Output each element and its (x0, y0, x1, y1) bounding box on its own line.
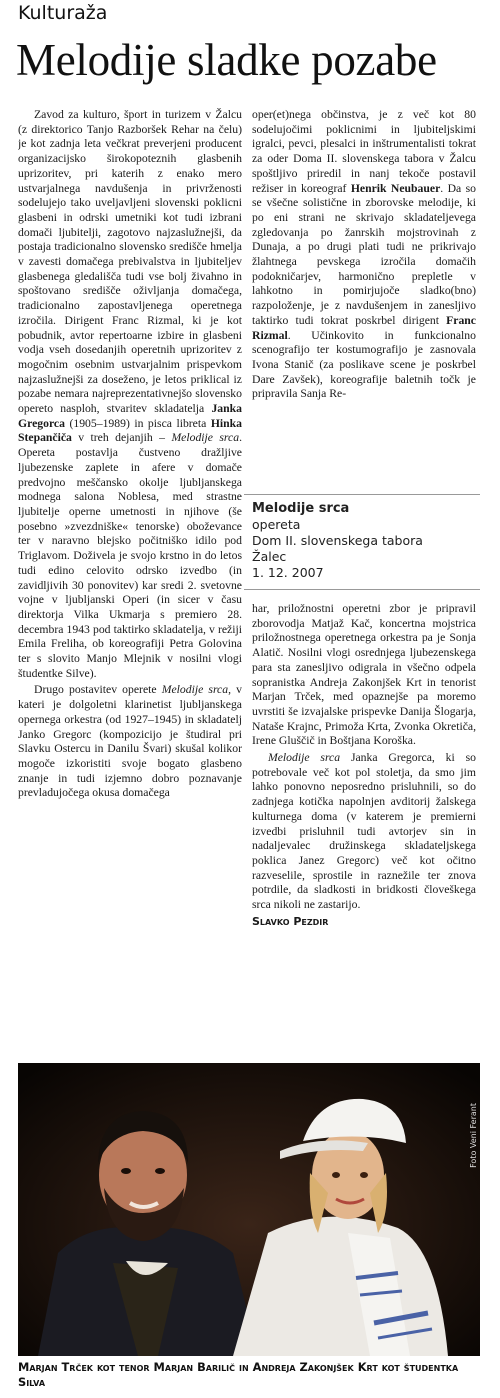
photo-caption: Marjan Trček kot tenor Marjan Barilič in Andreja Zakonjšek Krt kot študentka Silva (18, 1360, 459, 1389)
infobox-venue: Dom II. slovenskega tabora (252, 533, 423, 548)
article-paragraph: oper(et)nega občinstva, je z več kot 80 sodelujočimi poklicnimi in ljubiteljskimi igralci, pevci, plesalci in inštrumentalisti tokrat za oder Doma II. slovenskega tabora v Žalcu spoštljivo priredil in nanj tekoče postavil režiser in koreograf Henrik Neubauer. Da so se všečne solistične in zborovske melodije, ki po eni strani ne skrivajo skladateljevega zgledovanja po žanrskih mojstrovinah z Dunaja, a po drugi plati tudi ne prikrivajo žlahtnega pevskega izročila domačih podokničarjev, harmonično prepletle v lahkotno in pomirjujoče sladko(bno) razpoloženje, je z navdušenjem in zanesljivo taktirko tudi tokrat poskrbel dirigent Franc Rizmal. Učinkovito in funkcionalno scenografijo ter kostumografijo je zasnovala Ivona Stanič (za poslikave scene je poskrbel Dare Zavšek), koreografije baletnih točk je pripravila Sanja Re- (252, 108, 476, 401)
headline: Melodije sladke pozabe (16, 35, 437, 85)
infobox-town: Žalec (252, 549, 287, 564)
infobox-date: 1. 12. 2007 (252, 565, 324, 580)
operetta-title: Melodije srca (161, 683, 229, 697)
article-paragraph: har, priložnostni operetni zbor je pripravil zborovodja Matjaž Kač, koncertna mojstrica priložnostnega operetnega orkestra pa je Sonja Alatič. Nosilni vlogi osrednjega ljubezenskega para sta zanesljivo odigrala in všečno odpela sopranistka Andreja Zakonjšek Krt in tenorist Marjan Trček, med opaznejše pa moremo uvrstiti še izvajalske prispevke Danija Šlogarja, Nataše Krajnc, Primoža Krta, Zvonka Okretiča, Irene Gluščič in Boštjana Koroška. (252, 602, 476, 748)
infobox-title: Melodije srca (252, 501, 350, 516)
article-column-left (18, 108, 242, 1042)
stage-photo (18, 1063, 480, 1356)
librettist-name: Hinka Stepančiča (18, 416, 242, 445)
infobox-type: opereta (252, 517, 301, 532)
director-name: Henrik Neubauer (350, 181, 441, 195)
stage-photo-illustration (18, 1063, 480, 1356)
article-column-right-bottom (252, 602, 476, 1038)
article-column-right-top (252, 108, 476, 488)
article-paragraph: Melodije srca Janka Gregorca, ki so potrebovale več kot pol stoletja, da smo jim lahko ponovno neposredno prisluhnili, so do zadnjega kotička napolnjen avditorij žalskega kulturnega doma (v katerem je premierni izvedbi prisluhnil tudi avtorjev sin in nadaljevalec družinskega skladateljskega poklica Janez Gregorc) več kot očitno razveselile, sprostile in raznežile ter znova potrdile, da sladkosti in bridkosti človeškega srca nikoli ne zastarijo. (252, 751, 476, 912)
performance-infobox (244, 494, 480, 590)
conductor-name: Franc Rizmal (252, 313, 476, 342)
composer-name: Janka Gregorca (18, 402, 242, 430)
photo-credit: Foto Veni Ferant (469, 1103, 478, 1168)
article-paragraph: Drugo postavitev operete Melodije srca, v kateri je dolgoletni klarinetist ljubljanskega opernega orkestra (od 1927–1945) in skladatelj Janko Gregorc (kompozicijo je študiral pri Slavku Ostercu in Danilu Švari) skušal kolikor mogoče izkoristiti svoje bogato glasbeno znanje in tudi izjemno dobro poznavanje prevladujočega okusa domačega (18, 683, 242, 800)
operetta-title: Melodije srca (171, 431, 240, 445)
article-paragraph: Zavod za kulturo, šport in turizem v Žalcu (z direktorico Tanjo Razboršek Rehar na čelu) je kot zadnja leta večkrat preverjeni producent organizacijsko širokopoteznih glasbenih uprizoritev, pri katerih z enako mero ustvarjalnega navdušenja in privrženosti sodelujejo tako uveljavljeni slovenski poklicni glasbeni in odrski umetniki kot tudi izbrani domači ljubitelji, zagotovo najzaslužnejši, da postaja tradicionalno slovensko središče hmelja v zavesti domačega prebivalstva in ljubiteljev glasbenega gledališča tudi vse bolj živahno in spoštovano središče oživljanja domačega, tradicionalno zapostavljenega operetnega izročila. Dirigent Franc Rizmal, ki je kot pobudnik, avtor repertoarne izbire in glasbeni vodja vseh dosedanjih operetnih uprizoritev z mogočnim osebnim ustvarjalnim prispevkom najzaslužnejši za doseženo, je letos priklical iz pozabe nemara najreprezentativnejšo slovensko opereto nasploh, stvaritev skladatelja Janka Gregorca (1905–1989) in pisca libreta Hinka Stepančiča v treh dejanjih – Melodije srca. Opereta postavlja čustveno dražljive ljubezenske zaplete in afere v domače predvojno meščansko okolje ljubljanskega modnega salona Noblesa, med strastne ljubitelje operne umetnosti in njihove (še posebno »zvezdniške« tenorske) oboževance ter v naravno blejsko počitniško idilo pod Triglavom. Doživela je svojo krstno in do letos tudi edino celovito odrsko izvedbo (in zavidljivih 30 ponovitev) kar sredi 2. svetovne vojne v ljubljanski Operi (in sicer v času direktorja Vilka Ukmarja s premiero 28. decembra 1943 pod taktirko skladatelja, v režiji Emila Freliha, ob koreografiji Petra Golovina ter s slovito Manjo Mlejnik v nosilni vlogi študentke Silve). (18, 108, 242, 680)
author-byline: Slavko Pezdir (252, 914, 329, 928)
section-label: Kulturaža (18, 2, 108, 24)
operetta-title: Melodije srca (268, 751, 341, 765)
